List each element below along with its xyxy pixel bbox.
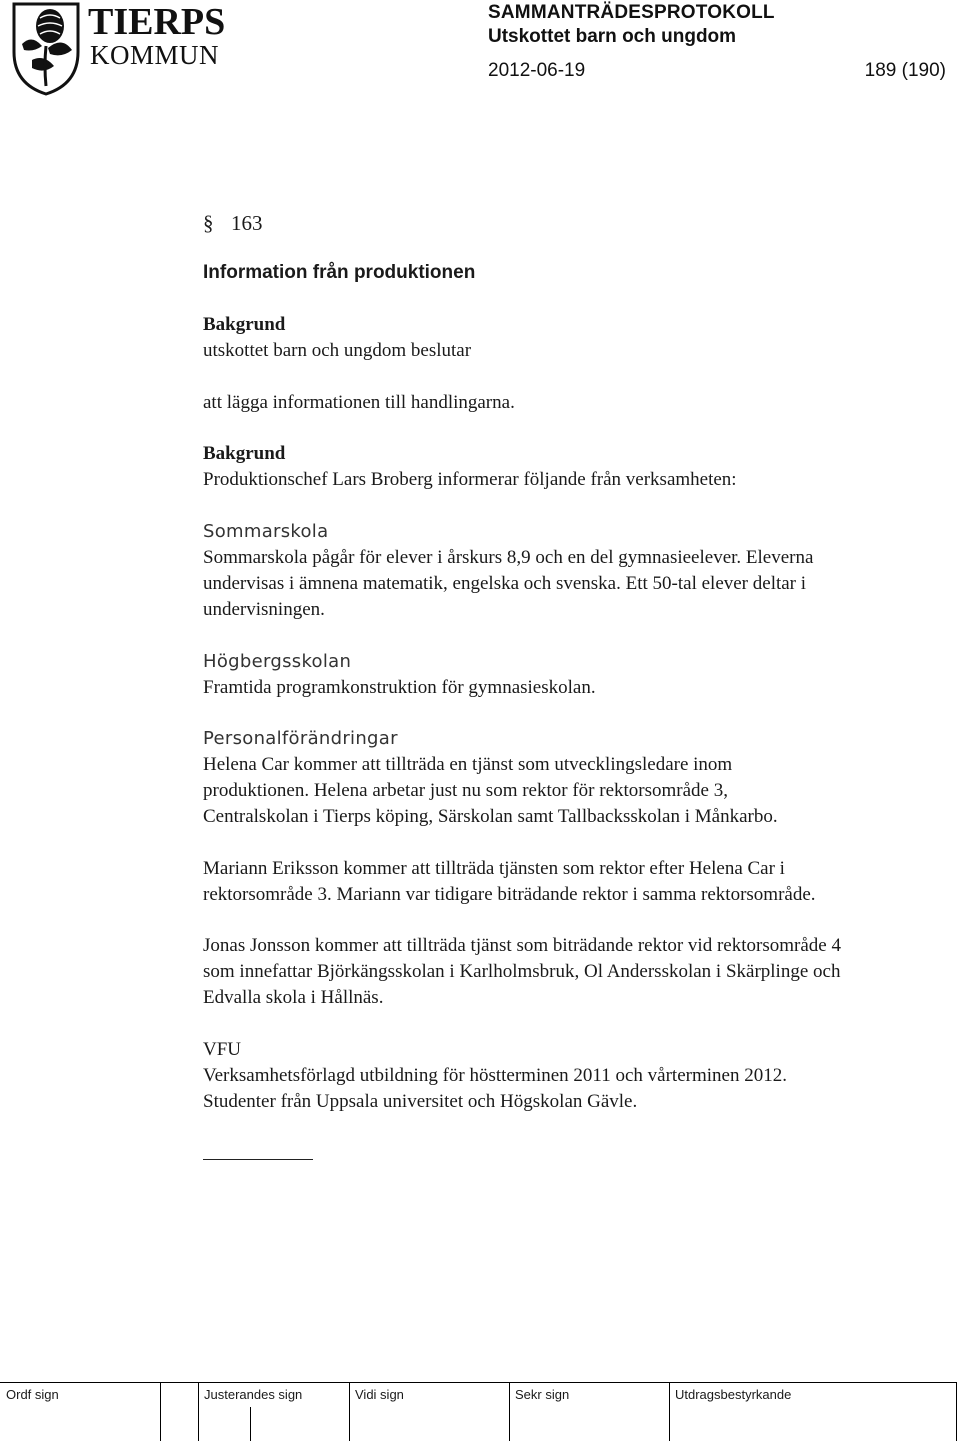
vfu-line-1: Verksamhetsförlagd utbildning för höstterminen 2011 och vårterminen 2012.: [203, 1065, 787, 1086]
personal-paragraph-2: [203, 856, 960, 908]
hogbergsskolan-text: Framtida programkonstruktion för gymnasieskolan.: [203, 677, 596, 698]
vidi-sign-cell: [349, 1383, 509, 1441]
personal-heading: Personalförändringar: [203, 728, 398, 749]
protocol-title: SAMMANTRÄDESPROTOKOLL: [488, 2, 775, 23]
sekr-sign-cell: [509, 1383, 669, 1441]
logo-text-tierps: TIERPS: [88, 1, 226, 43]
personal-p2-line-1: Mariann Eriksson kommer att tillträda tjänsten som rektor efter Helena Car i: [203, 858, 785, 879]
justerandes-sign-label: Justerandes sign: [204, 1387, 303, 1402]
vfu-text: [203, 1063, 960, 1115]
sommarskola-line-2: undervisas i ämnena matematik, engelska och svenska. Ett 50-tal elever deltar i: [203, 573, 807, 594]
end-separator-line: [203, 1159, 313, 1160]
decision-line-1: utskottet barn och ungdom beslutar: [203, 340, 472, 361]
personal-p3-line-1: Jonas Jonsson kommer att tillträda tjänst som biträdande rektor vid rektorsområde 4: [203, 935, 841, 956]
section-number-row: [203, 209, 263, 237]
background-heading: Bakgrund: [203, 443, 286, 464]
ordf-sign-cell: [0, 1383, 160, 1441]
personal-p1-line-1: Helena Car kommer att tillträda en tjänst som utvecklingsledare inom: [203, 754, 733, 775]
utdrag-cell: [669, 1383, 956, 1441]
hogbergsskolan-heading: Högbergsskolan: [203, 651, 352, 672]
personal-p1-line-2: produktionen. Helena arbetar just nu som rektor för rektorsområde 3,: [203, 780, 728, 801]
meeting-date: 2012-06-19: [488, 60, 586, 81]
sekr-sign-label: Sekr sign: [515, 1387, 570, 1402]
sommarskola-text: [203, 545, 960, 623]
background-intro: Produktionschef Lars Broberg informerar följande från verksamheten:: [203, 469, 737, 490]
committee-name: Utskottet barn och ungdom: [488, 26, 737, 47]
page-number: 189 (190): [864, 60, 946, 81]
signature-footer: [0, 1382, 957, 1441]
vidi-sign-label: Vidi sign: [355, 1387, 404, 1402]
paragraph-symbol: §: [203, 211, 214, 235]
justerandes-sign-cell: [198, 1383, 348, 1441]
sommarskola-heading: Sommarskola: [203, 521, 329, 542]
personal-paragraph-1: [203, 752, 960, 830]
decision-line-2: att lägga informationen till handlingarna.: [203, 392, 515, 413]
personal-p3-line-2: som innefattar Björkängsskolan i Karlholmsbruk, Ol Andersskolan i Skärplinge och: [203, 961, 841, 982]
vfu-line-2: Studenter från Uppsala universitet och Högskolan Gävle.: [203, 1091, 638, 1112]
tierps-kommun-logo: [10, 0, 228, 96]
logo-text-kommun: KOMMUN: [90, 40, 220, 70]
personal-p3-line-3: Edvalla skola i Hållnäs.: [203, 987, 384, 1008]
vfu-heading: VFU: [203, 1039, 242, 1060]
ordf-sign-label: Ordf sign: [6, 1387, 59, 1402]
decision-heading: Bakgrund: [203, 314, 286, 335]
utdragsbestyrkande-label: Utdragsbestyrkande: [675, 1387, 792, 1402]
section-number: 163: [231, 211, 263, 235]
sommarskola-line-3: undervisningen.: [203, 599, 325, 620]
personal-paragraph-3: [203, 933, 960, 1011]
personal-p2-line-2: rektorsområde 3. Mariann var tidigare biträdande rektor i samma rektorsområde.: [203, 884, 816, 905]
sommarskola-line-1: Sommarskola pågår för elever i årskurs 8,9 och en del gymnasieelever. Eleverna: [203, 547, 814, 568]
section-title: Information från produktionen: [203, 262, 476, 283]
personal-p1-line-3: Centralskolan i Tierps köping, Särskolan samt Tallbacksskolan i Månkarbo.: [203, 806, 778, 827]
